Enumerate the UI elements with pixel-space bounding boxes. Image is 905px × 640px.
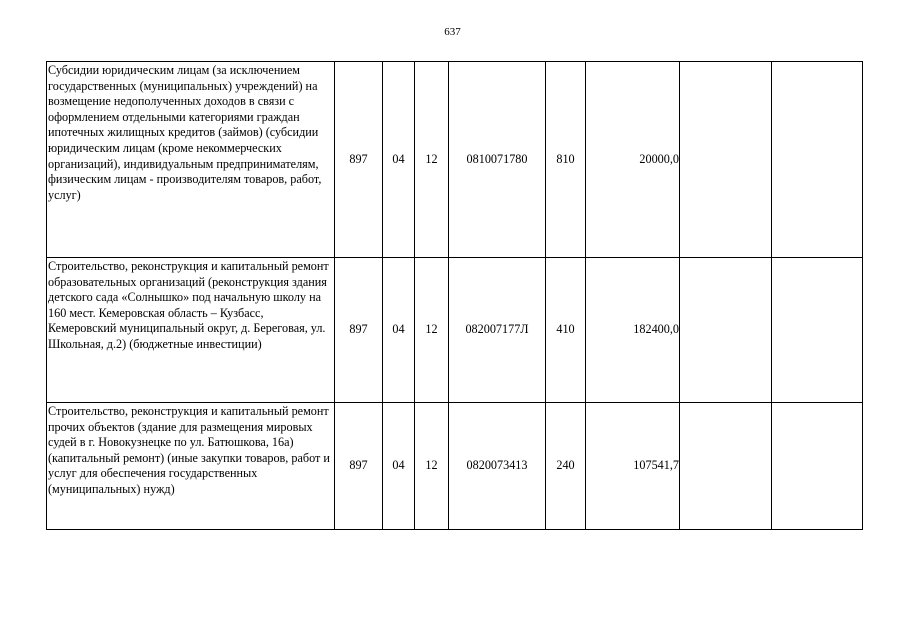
row-department-code: 897	[335, 62, 383, 258]
table-row	[47, 403, 863, 530]
row-section-code: 04	[383, 62, 415, 258]
row-section-code: 04	[383, 258, 415, 403]
row-section-code: 04	[383, 403, 415, 530]
row-subsection-code: 12	[415, 403, 449, 530]
row-amount: 20000,0	[586, 62, 680, 258]
row-target-article-code: 082007177Л	[449, 258, 546, 403]
row-description: Субсидии юридическим лицам (за исключением государственных (муниципальных) учреждений) на возмещение недополученных доходов в связи с оформлением отдельными категориями граждан ипотечных жилищных кредитов (займов) (субсидии юридическим лицам (кроме некоммерческих организаций), индивидуальным предпринимателям, физическим лицам - производителям товаров, работ, услуг)	[47, 62, 335, 258]
table-row	[47, 258, 863, 403]
row-empty-cell	[772, 62, 863, 258]
row-department-code: 897	[335, 403, 383, 530]
row-subsection-code: 12	[415, 62, 449, 258]
row-expense-type-code: 410	[546, 258, 586, 403]
page-number: 637	[444, 26, 461, 38]
row-expense-type-code: 810	[546, 62, 586, 258]
row-empty-cell	[772, 403, 863, 530]
row-empty-cell	[680, 258, 772, 403]
row-department-code: 897	[335, 258, 383, 403]
row-empty-cell	[680, 403, 772, 530]
row-target-article-code: 0810071780	[449, 62, 546, 258]
table-row	[47, 62, 863, 258]
row-description: Строительство, реконструкция и капитальный ремонт прочих объектов (здание для размещения мировых судей в г. Новокузнецке по ул. Батюшкова, 16а) (капитальный ремонт) (иные закупки товаров, работ и услуг для обеспечения государственных (муниципальных) нужд)	[47, 403, 335, 530]
row-amount: 182400,0	[586, 258, 680, 403]
row-target-article-code: 0820073413	[449, 403, 546, 530]
row-empty-cell	[680, 62, 772, 258]
budget-table	[46, 61, 863, 530]
row-subsection-code: 12	[415, 258, 449, 403]
row-expense-type-code: 240	[546, 403, 586, 530]
row-description: Строительство, реконструкция и капитальный ремонт образовательных организаций (реконструкция здания детского сада «Солнышко» под начальную школу на 160 мест. Кемеровская область – Кузбасс, Кемеровский муниципальный округ, д. Береговая, ул. Школьная, д.2) (бюджетные инвестиции)	[47, 258, 335, 403]
row-amount: 107541,7	[586, 403, 680, 530]
row-empty-cell	[772, 258, 863, 403]
